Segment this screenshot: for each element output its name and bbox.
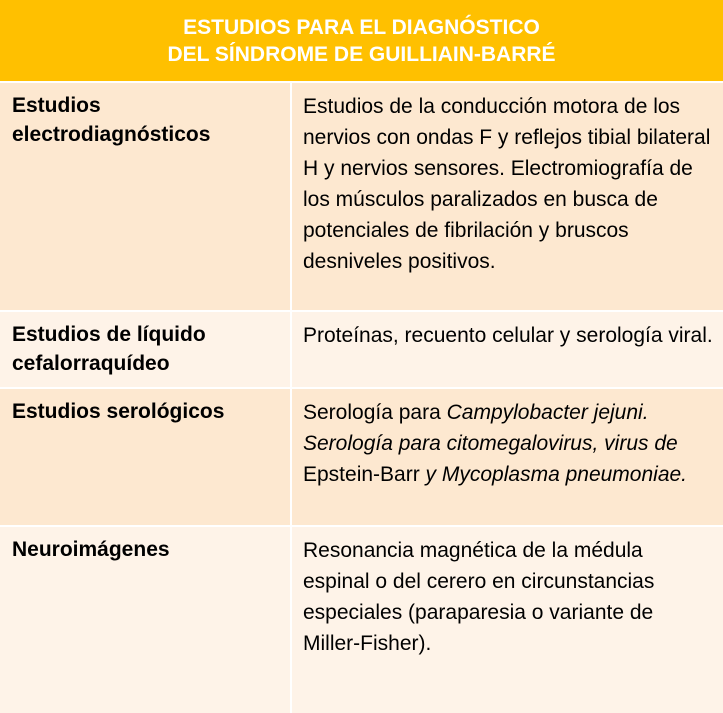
row-label-line: Estudios serológicos	[12, 400, 225, 423]
description-text: Epstein-Barr	[303, 463, 426, 486]
row-label-line: cefalorraquídeo	[12, 352, 170, 375]
table-row-neuroimaging	[0, 525, 723, 713]
description-italic-text: y Mycoplasma pneumoniae.	[425, 463, 688, 486]
description-text: Serología para	[303, 401, 447, 424]
row-label	[0, 527, 292, 713]
row-label	[0, 312, 292, 387]
row-description: Estudios de la conducción motora de los nervios con ondas F y reflejos tibial bilateral H y nervios sensores. Electromiografía de los músculos paralizados en busca de potenciales de fibrilación y bruscos desniveles positivos.	[303, 95, 711, 273]
table-row-csf	[0, 310, 723, 387]
table-row-electrodiagnostic	[0, 81, 723, 310]
row-label	[0, 389, 292, 525]
description-italic-text: Campylobacter jejuni. Serología para citomegalovirus, virus de	[303, 401, 678, 455]
row-label	[0, 83, 292, 310]
row-label-line: Neuroimágenes	[12, 538, 170, 561]
row-description	[292, 389, 723, 525]
row-label-line: Estudios	[12, 94, 101, 117]
row-label-line: electrodiagnósticos	[12, 123, 211, 146]
row-label-line: Estudios de líquido	[12, 323, 206, 346]
table-header	[0, 0, 723, 81]
row-description: Proteínas, recuento celular y serología viral.	[303, 324, 713, 347]
row-description: Resonancia magnética de la médula espinal o del cerero en circunstancias especiales (paraparesia o variante de Miller-Fisher).	[303, 539, 655, 655]
table-row-serologic	[0, 387, 723, 525]
table-title-line-2: DEL SÍNDROME DE GUILLIAIN-BARRÉ	[167, 42, 556, 66]
table-title-line-1: ESTUDIOS PARA EL DIAGNÓSTICO	[183, 15, 540, 39]
